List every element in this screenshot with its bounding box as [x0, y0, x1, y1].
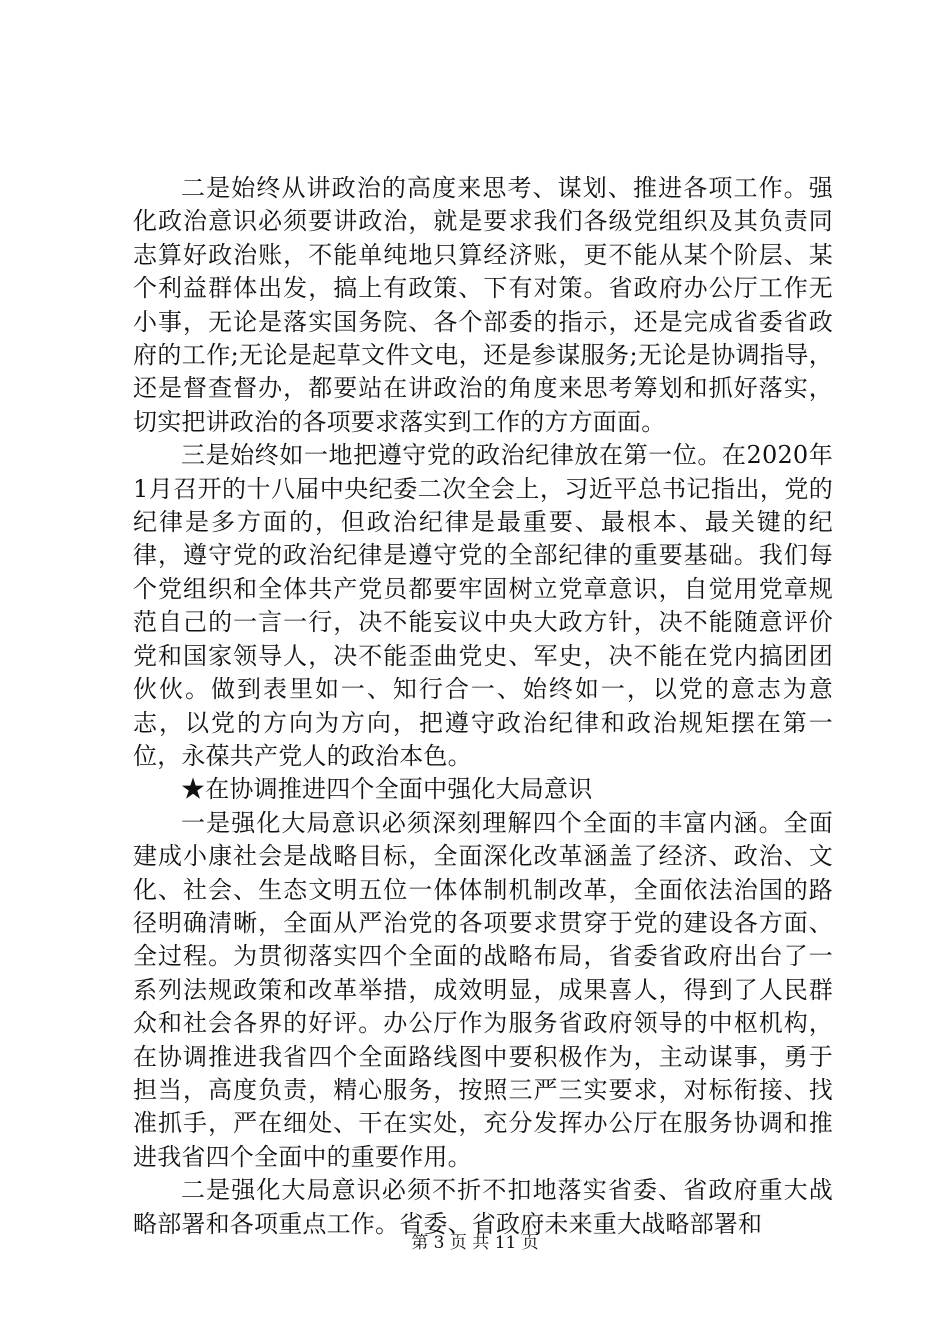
section-heading: ★在协调推进四个全面中强化大局意识 [181, 775, 593, 804]
document-body [133, 172, 833, 1241]
paragraph-discipline: 三是始终如一地把遵守党的政治纪律放在第一位。在2020年1月召开的十八届中央纪委二次全会上，习近平总书记指出，党的纪律是多方面的，但政治纪律是最重要、最根本、最关键的纪律，遵守党的政治纪律是遵守党的全部纪律的重要基础。我们每个党组织和全体共产党员都要牢固树立党章意识，自觉用党章规范自己的一言一行，决不能妄议中央大政方针，决不能随意评价党和国家领导人，决不能歪曲党史、军史，决不能在党内搞团团伙伙。做到表里如一、知行合一、始终如一，以党的意志为意志，以党的方向为方向，把遵守政治纪律和政治规矩摆在第一位，永葆共产党人的政治本色。 [133, 441, 833, 770]
page-number-footer: 第 3 页 共 11 页 [411, 1233, 539, 1253]
paragraph-four-comprehensives: 一是强化大局意识必须深刻理解四个全面的丰富内涵。全面建成小康社会是战略目标，全面深化改革涵盖了经济、政治、文化、社会、生态文明五位一体体制机制改革，全面依法治国的路径明确清晰，全面从严治党的各项要求贯穿于党的建设各方面、全过程。为贯彻落实四个全面的战略布局，省委省政府出台了一系列法规政策和改革举措，成效明显，成果喜人，得到了人民群众和社会各界的好评。办公厅作为服务省政府领导的中枢机构，在协调推进我省四个全面路线图中要积极作为，主动谋事，勇于担当，高度负责，精心服务，按照三严三实要求，对标衔接、找准抓手，严在细处、干在实处，充分发挥办公厅在服务协调和推进我省四个全面中的重要作用。 [133, 808, 833, 1171]
paragraph-strategic-deployment: 二是强化大局意识必须不折不扣地落实省委、省政府重大战略部署和各项重点工作。省委、省政府未来重大战略部署和 [133, 1176, 833, 1238]
paragraph-politics: 二是始终从讲政治的高度来思考、谋划、推进各项工作。强化政治意识必须要讲政治，就是要求我们各级党组织及其负责同志算好政治账，不能单纯地只算经济账，更不能从某个阶层、某个利益群体出发，搞上有政策、下有对策。省政府办公厅工作无小事，无论是落实国务院、各个部委的指示，还是完成省委省政府的工作;无论是起草文件文电，还是参谋服务;无论是协调指导，还是督查督办，都要站在讲政治的角度来思考筹划和抓好落实，切实把讲政治的各项要求落实到工作的方方面面。 [133, 174, 833, 436]
